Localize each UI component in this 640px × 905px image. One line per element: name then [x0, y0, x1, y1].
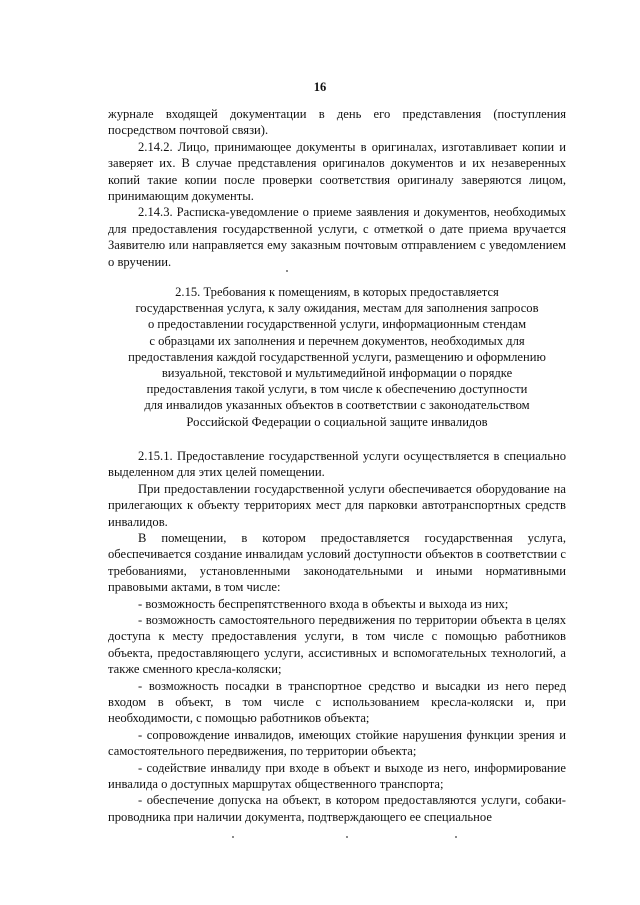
scan-speck — [346, 836, 348, 838]
paragraph-parking: При предоставлении государственной услуги обеспечивается оборудование на прилегающих к объекту территориях мест для парковки автотранспортных средств инвалидов. — [108, 481, 566, 529]
scan-speck — [455, 836, 457, 838]
paragraph-2-14-2: 2.14.2. Лицо, принимающее документы в оригиналах, изготавливает копии и заверяет их. В случае представления оригиналов документов и их незаверенных копий такие копии после проверки соответствия оригиналу заверяются лицом, принимающим документы. — [108, 139, 566, 204]
heading-line: визуальной, текстовой и мультимедийной информации о порядке — [161, 366, 513, 381]
heading-line: для инвалидов указанных объектов в соответствии с законодательством — [144, 398, 530, 413]
page-number: 16 — [313, 80, 327, 94]
list-item: - возможность беспрепятственного входа в объекты и выхода из них; — [138, 596, 509, 611]
list-item: - возможность самостоятельного передвижения по территории объекта в целях доступа к месту предоставления услуги, в том числе с помощью работников объекта, предоставляющего услуги, ассистивных и вспомогательных технологий, а также сменного кресла-коляски; — [108, 612, 566, 677]
list-item: - обеспечение допуска на объект, в котором предоставляются услуги, собаки-проводника при наличии документа, подтверждающего ее специальное — [108, 793, 566, 824]
scan-speck — [232, 836, 234, 838]
heading-line: предоставления каждой государственной услуги, размещению и оформлению — [128, 349, 546, 364]
heading-line: предоставления такой услуги, в том числе к обеспечению доступности — [146, 382, 528, 397]
heading-line: 2.15. Требования к помещениям, в которых предоставляется — [175, 285, 499, 300]
document-body — [108, 106, 566, 825]
list-item: - содействие инвалиду при входе в объект и выходе из него, информирование инвалида о доступных маршрутах общественного транспорта; — [108, 760, 566, 792]
paragraph-continuation: журнале входящей документации в день его представления (поступления посредством почтовой связи). — [108, 107, 566, 138]
heading-line: с образцами их заполнения и перечнем документов, необходимых для — [149, 333, 525, 348]
paragraph-accessibility: В помещении, в котором предоставляется государственная услуга, обеспечивается создание инвалидам условий доступности объектов в соответствии с требованиями, установленными законодательными и иными нормативными правовыми актами, в том числе: — [108, 530, 566, 595]
paragraph-2-14-3: 2.14.3. Расписка-уведомление о приеме заявления и документов, необходимых для предоставления государственной услуги, с отметкой о дате приема вручается Заявителю или направляется ему заказным почтовым отправлением с уведомлением о вручении. — [108, 205, 566, 269]
list-item: - сопровождение инвалидов, имеющих стойкие нарушения функции зрения и самостоятельного передвижения, по территории объекта; — [108, 727, 566, 759]
section-heading-2-15 — [108, 284, 566, 430]
scan-speck — [286, 270, 288, 272]
list-item: - возможность посадки в транспортное средство и высадки из него перед входом в объект, в том числе с использованием кресла-коляски и, при необходимости, с помощью работников объекта; — [108, 678, 566, 726]
heading-line: о предоставлении государственной услуги, информационным стендам — [147, 317, 527, 332]
paragraph-2-15-1: 2.15.1. Предоставление государственной услуги осуществляется в специально выделенном для этих целей помещении. — [108, 448, 566, 480]
heading-line: государственная услуга, к залу ожидания, местам для заполнения запросов — [135, 301, 539, 316]
heading-line: Российской Федерации о социальной защите инвалидов — [186, 414, 488, 429]
